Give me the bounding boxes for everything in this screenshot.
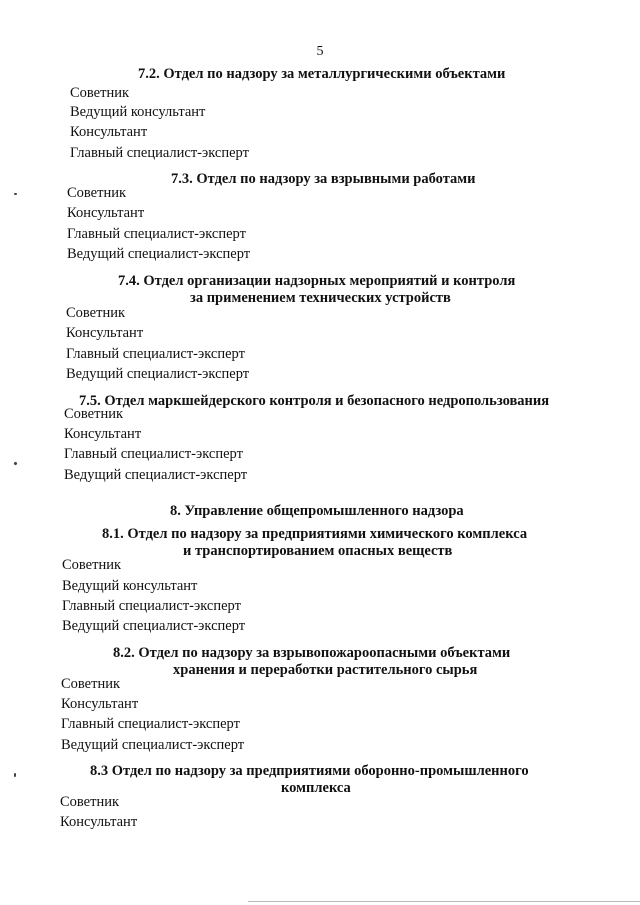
position-item: Советник (66, 305, 126, 321)
position-item: Ведущий специалист-эксперт (66, 366, 250, 382)
position-item: Ведущий специалист-эксперт (61, 737, 245, 753)
section-heading-7-2: 7.2. Отдел по надзору за металлургическими объектами (138, 66, 506, 82)
section-heading-7-4-cont: за применением технических устройств (190, 290, 451, 306)
position-item: Главный специалист-эксперт (67, 226, 246, 242)
position-item: Консультант (64, 426, 142, 442)
section-heading-8-3-cont: комплекса (281, 780, 351, 796)
position-item: Консультант (70, 124, 148, 140)
position-item: Советник (61, 676, 121, 692)
position-item: Ведущий специалист-эксперт (64, 467, 248, 483)
section-heading-8-1-cont: и транспортированием опасных веществ (183, 543, 453, 559)
scan-speck (14, 773, 16, 777)
position-item: Советник (60, 794, 120, 810)
position-item: Главный специалист-эксперт (62, 598, 241, 614)
page-number: 5 (316, 44, 324, 59)
position-item: Советник (67, 185, 127, 201)
section-heading-8-2-cont: хранения и переработки растительного сырья (173, 662, 478, 678)
position-item: Консультант (66, 325, 144, 341)
position-item: Главный специалист-эксперт (64, 446, 243, 462)
position-item: Ведущий специалист-эксперт (62, 618, 246, 634)
position-item: Консультант (67, 205, 145, 221)
section-heading-8: 8. Управление общепромышленного надзора (170, 503, 464, 519)
scan-edge-line (248, 901, 640, 902)
scan-speck (13, 461, 17, 465)
position-item: Главный специалист-эксперт (70, 145, 249, 161)
section-heading-7-3: 7.3. Отдел по надзору за взрывными работами (171, 171, 476, 187)
position-item: Ведущий консультант (70, 104, 206, 120)
position-item: Консультант (61, 696, 139, 712)
position-item: Советник (64, 406, 124, 422)
position-item: Консультант (60, 814, 138, 830)
section-heading-8-3: 8.3 Отдел по надзору за предприятиями оборонно-промышленного (90, 763, 529, 779)
section-heading-7-4: 7.4. Отдел организации надзорных мероприятий и контроля (118, 273, 516, 289)
position-item: Ведущий консультант (62, 578, 198, 594)
position-item: Советник (70, 85, 130, 101)
section-heading-7-5: 7.5. Отдел маркшейдерского контроля и безопасного недропользования (79, 393, 550, 409)
position-item: Главный специалист-эксперт (66, 346, 245, 362)
position-item: Ведущий специалист-эксперт (67, 246, 251, 262)
position-item: Главный специалист-эксперт (61, 716, 240, 732)
section-heading-8-2: 8.2. Отдел по надзору за взрывопожароопасными объектами (113, 645, 511, 661)
position-item: Советник (62, 557, 122, 573)
section-heading-8-1: 8.1. Отдел по надзору за предприятиями химического комплекса (102, 526, 528, 542)
scan-speck (14, 193, 17, 195)
